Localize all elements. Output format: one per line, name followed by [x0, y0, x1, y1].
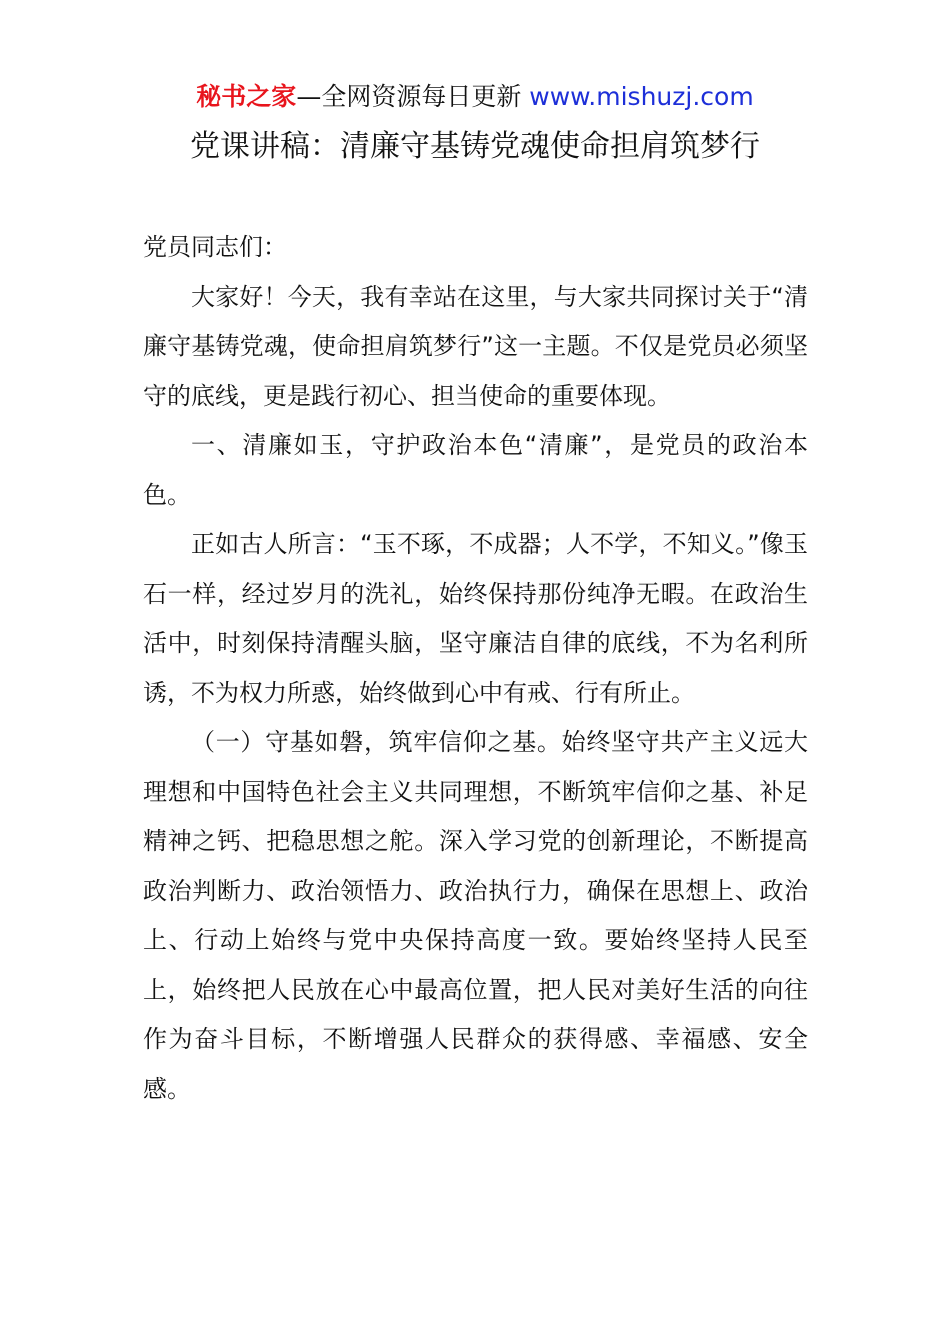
- document-body: [143, 223, 808, 1114]
- document-title: 党课讲稿：清廉守基铸党魂使命担肩筑梦行: [190, 129, 760, 164]
- header-tagline: —全网资源每日更新: [296, 82, 530, 111]
- site-header: [0, 80, 950, 114]
- paragraph-intro: 大家好！今天，我有幸站在这里，与大家共同探讨关于“清廉守基铸党魂，使命担肩筑梦行”这一主题。不仅是党员必须坚守的底线，更是践行初心、担当使命的重要体现。: [143, 282, 808, 410]
- paragraph-section-heading: 一、清廉如玉，守护政治本色“清廉”，是党员的政治本色。: [143, 431, 808, 509]
- site-url-link[interactable]: www.mishuzj.com: [529, 82, 754, 111]
- brand-name: 秘书之家: [196, 82, 297, 111]
- salutation: 党员同志们：: [143, 233, 287, 261]
- paragraph-subsection: （一）守基如磐，筑牢信仰之基。始终坚守共产主义远大理想和中国特色社会主义共同理想，不断筑牢信仰之基、补足精神之钙、把稳思想之舵。深入学习党的创新理论，不断提高政治判断力、政治领悟力、政治执行力，确保在思想上、政治上、行动上始终与党中央保持高度一致。要始终坚持人民至上，始终把人民放在心中最高位置，把人民对美好生活的向往作为奋斗目标，不断增强人民群众的获得感、幸福感、安全感。: [143, 728, 808, 1103]
- paragraph-quote: 正如古人所言：“玉不琢，不成器；人不学，不知义。”像玉石一样，经过岁月的洗礼，始终保持那份纯净无暇。在政治生活中，时刻保持清醒头脑，坚守廉洁自律的底线，不为名利所诱，不为权力所惑，始终做到心中有戒、行有所止。: [143, 530, 808, 707]
